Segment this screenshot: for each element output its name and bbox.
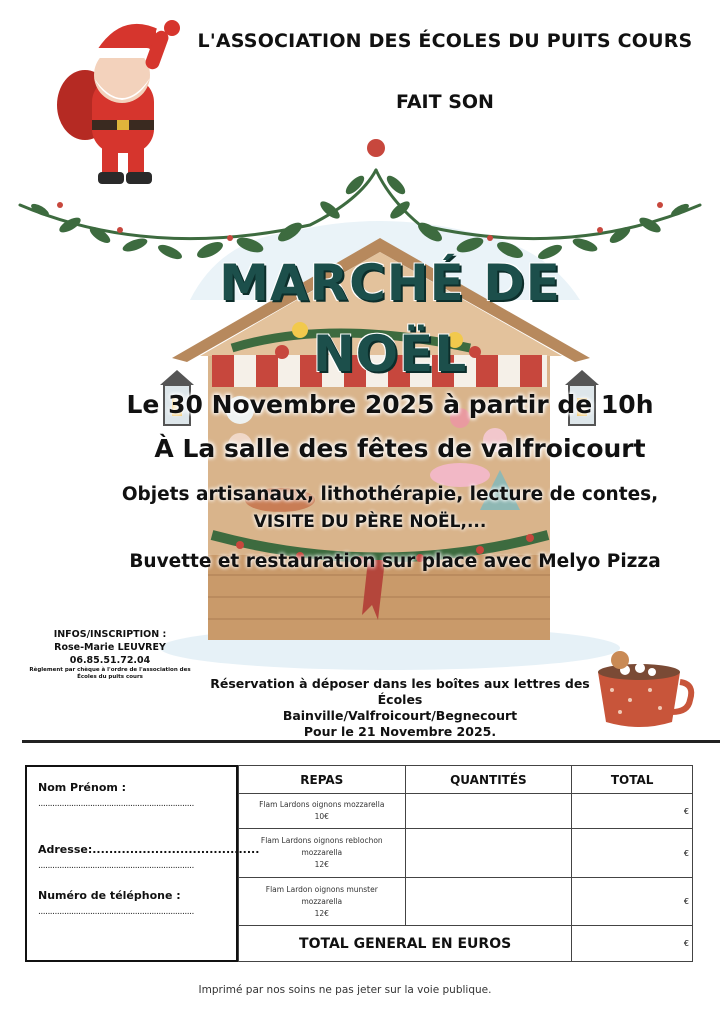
footer-note: Imprimé par nos soins ne pas jeter sur la voie publique. [198, 984, 492, 996]
address-field-line2[interactable]: .................................................................. [38, 861, 194, 871]
event-location: À La salle des fêtes de valfroicourt [154, 434, 646, 463]
total-cell[interactable]: € [572, 878, 693, 926]
phone-label: Numéro de téléphone : [38, 889, 181, 902]
meal-cell [239, 794, 406, 829]
total-cell[interactable]: € [572, 829, 693, 878]
event-title-line1: MARCHÉ DE [219, 254, 561, 312]
meal-name: Flam Lardon oignons munster [265, 884, 378, 894]
quantity-cell[interactable] [405, 794, 572, 829]
reservation-line3: Pour le 21 Novembre 2025. [303, 724, 497, 739]
contact-name: Rose-Marie LEUVREY [54, 642, 166, 653]
header-quantites: QUANTITÉS [405, 766, 572, 794]
meal-name: Flam Lardons oignons reblochon [260, 836, 383, 845]
event-activities: Objets artisanaux, lithothérapie, lecture de contes, [121, 484, 659, 505]
grand-total-label: TOTAL GENERAL EN EUROS [239, 926, 572, 962]
event-title-line2: NOËL [312, 325, 468, 383]
name-field[interactable]: .................................................................. [38, 799, 194, 809]
contact-phone: 06.85.51.72.04 [69, 655, 151, 666]
table-row [239, 878, 693, 926]
order-table [238, 765, 693, 962]
customer-info-box [25, 765, 260, 962]
hot-chocolate-mug-icon [598, 651, 691, 727]
total-cell[interactable]: € [572, 794, 693, 829]
contact-title: INFOS/INSCRIPTION : [53, 629, 167, 640]
table-row [239, 829, 693, 878]
meal-price: 10€ [314, 812, 329, 821]
meal-cell [239, 878, 406, 926]
event-date: Le 30 Novembre 2025 à partir de 10h [126, 390, 654, 419]
meal-name: Flam Lardons oignons mozzarella [259, 800, 385, 809]
meal-cell [239, 829, 406, 878]
meal-price: 12€ [314, 860, 329, 869]
address-field[interactable]: Adresse:........................................ [38, 843, 260, 856]
grand-total-row [239, 926, 693, 962]
santa-visit: VISITE DU PÈRE NOËL,... [253, 512, 487, 532]
phone-field[interactable]: .................................................................. [38, 907, 194, 917]
meal-name-cont: mozzarella [301, 896, 343, 906]
separator-line [22, 740, 720, 743]
quantity-cell[interactable] [405, 829, 572, 878]
meal-price: 12€ [314, 908, 329, 918]
association-name: L'ASSOCIATION DES ÉCOLES DU PUITS COURS [197, 30, 693, 52]
name-label: Nom Prénom : [38, 781, 127, 794]
reservation-line1: Réservation à déposer dans les boîtes aux lettres des Écoles [210, 676, 590, 707]
reservation-line2: Bainville/Valfroicourt/Begnecourt [282, 708, 518, 723]
reservation-info [205, 676, 595, 740]
quantity-cell[interactable] [405, 878, 572, 926]
fait-son-text: FAIT SON [396, 91, 494, 113]
payment-note: Règlement par chèque à l'ordre de l'association des Écoles du puits cours [29, 667, 191, 680]
header-total: TOTAL [572, 766, 693, 794]
contact-info [20, 628, 200, 681]
meal-name-cont: mozzarella [301, 848, 343, 857]
order-table-header [239, 766, 693, 794]
table-row [239, 794, 693, 829]
grand-total-cell[interactable]: € [572, 926, 693, 962]
refreshments-info: Buvette et restauration sur place avec Melyo Pizza [129, 551, 661, 572]
header-repas: REPAS [239, 766, 406, 794]
